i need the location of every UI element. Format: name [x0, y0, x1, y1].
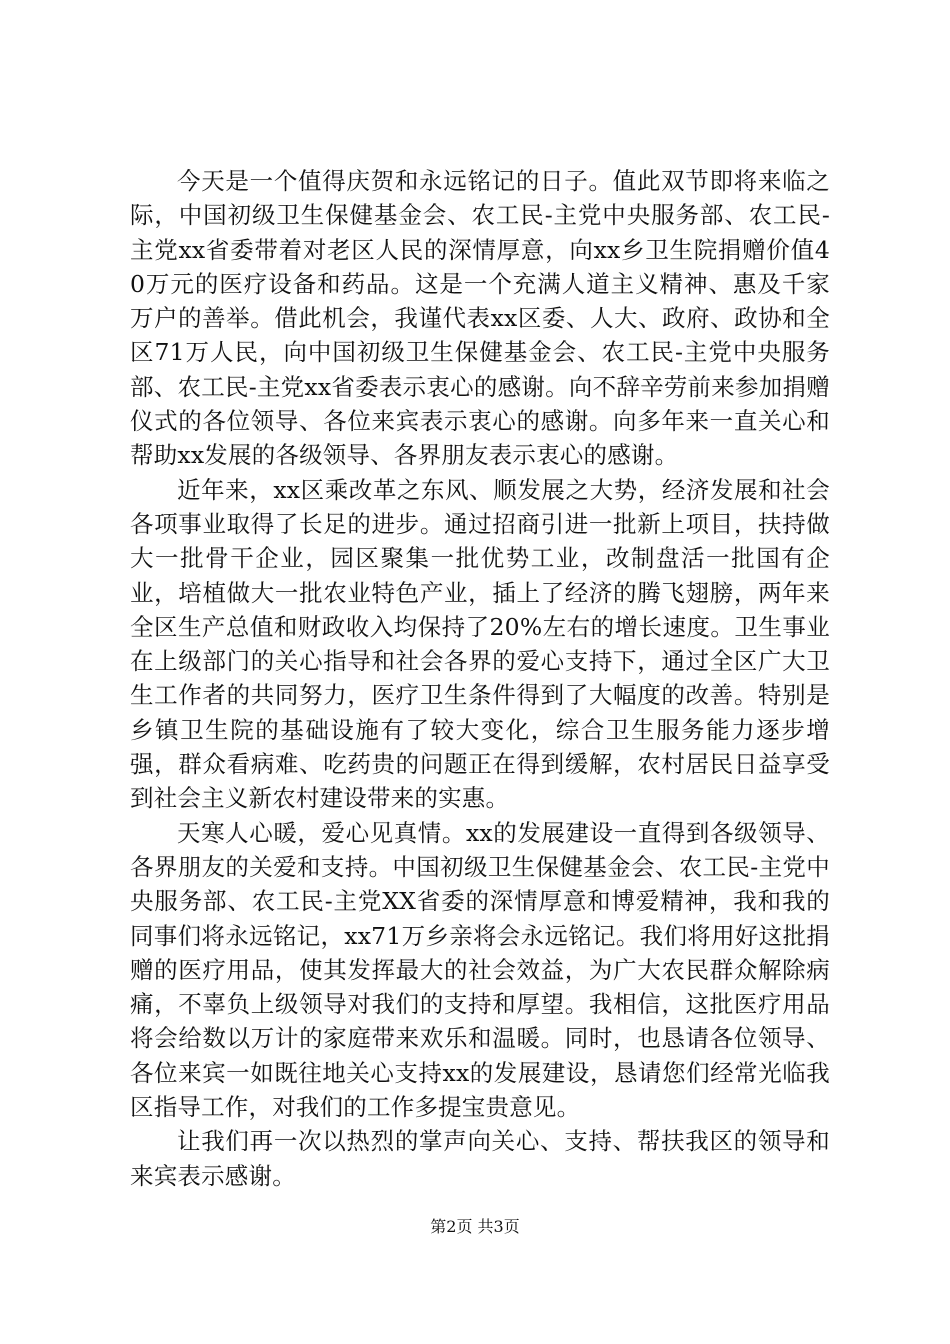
document-body: [130, 164, 830, 1193]
paragraph-3: 天寒人心暖，爱心见真情。xx的发展建设一直得到各级领导、各界朋友的关爱和支持。中国初级卫生保健基金会、农工民-主党中央服务部、农工民-主党XX省委的深情厚意和博爱精神，我和我的同事们将永远铭记，xx71万乡亲将会永远铭记。我们将用好这批捐赠的医疗用品，使其发挥最大的社会效益，为广大农民群众解除病痛，不辜负上级领导对我们的支持和厚望。我相信，这批医疗用品将会给数以万计的家庭带来欢乐和温暖。同时，也恳请各位领导、各位来宾一如既往地关心支持xx的发展建设，恳请您们经常光临我区指导工作，对我们的工作多提宝贵意见。: [130, 818, 830, 1122]
paragraph-1: 今天是一个值得庆贺和永远铭记的日子。值此双节即将来临之际，中国初级卫生保健基金会、农工民-主党中央服务部、农工民-主党xx省委带着对老区人民的深情厚意，向xx乡卫生院捐赠价值40万元的医疗设备和药品。这是一个充满人道主义精神、惠及千家万户的善举。借此机会，我谨代表xx区委、人大、政府、政协和全区71万人民，向中国初级卫生保健基金会、农工民-主党中央服务部、农工民-主党xx省委表示衷心的感谢。向不辞辛劳前来参加捐赠仪式的各位领导、各位来宾表示衷心的感谢。向多年来一直关心和帮助xx发展的各级领导、各界朋友表示衷心的感谢。: [130, 167, 830, 470]
page-number-footer: 第2页 共3页: [430, 1217, 520, 1236]
paragraph-4: 让我们再一次以热烈的掌声向关心、支持、帮扶我区的领导和来宾表示感谢。: [130, 1127, 830, 1190]
paragraph-2: 近年来，xx区乘改革之东风、顺发展之大势，经济发展和社会各项事业取得了长足的进步。通过招商引进一批新上项目，扶持做大一批骨干企业，园区聚集一批优势工业，改制盘活一批国有企业，培植做大一批农业特色产业，插上了经济的腾飞翅膀，两年来全区生产总值和财政收入均保持了20%左右的增长速度。卫生事业在上级部门的关心指导和社会各界的爱心支持下，通过全区广大卫生工作者的共同努力，医疗卫生条件得到了大幅度的改善。特别是乡镇卫生院的基础设施有了较大变化，综合卫生服务能力逐步增强，群众看病难、吃药贵的问题正在得到缓解，农村居民日益享受到社会主义新农村建设带来的实惠。: [130, 475, 830, 813]
